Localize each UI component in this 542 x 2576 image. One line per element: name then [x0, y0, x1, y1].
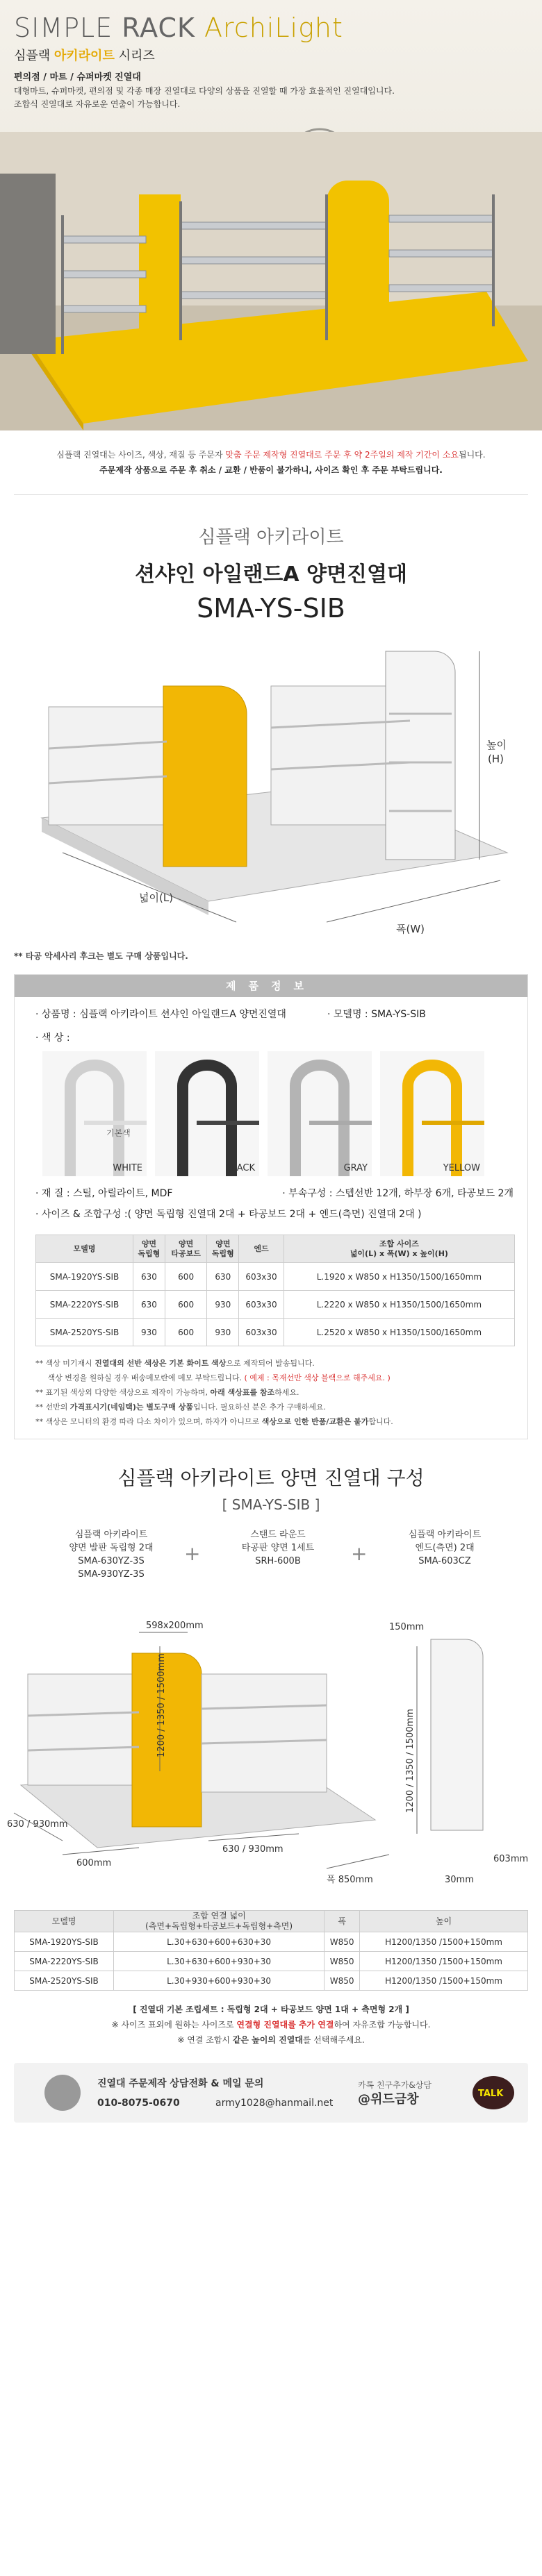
- hero-title: SIMPLE RACK ArchiLight: [14, 12, 343, 43]
- spec-size-combo: ( 양면 독립형 진열대 2대 + 타공보드 2대 + 엔드(측면) 진열대 2대 ): [127, 1209, 422, 1220]
- dim-width-label: 폭(W): [396, 923, 425, 935]
- spec-parts: 스텝선반 12개, 하부장 6개, 타공보드 2개: [335, 1188, 514, 1199]
- product-name: 션샤인 아일랜드A 양면진열대: [135, 562, 407, 587]
- table-row: SMA-2220YS-SIB 630 600 930 603x30 L.2220 x W850 x H1350/1500/1650mm: [36, 1291, 515, 1319]
- spec-color-label: · 색 상 :: [35, 1032, 70, 1044]
- table-row: SMA-2520YS-SIB L.30+930+600+930+30 W850 H1200/1350 /1500+150mm: [15, 1971, 528, 1991]
- table-row: SMA-1920YS-SIB 630 600 630 603x30 L.1920 x W850 x H1350/1500/1650mm: [36, 1263, 515, 1291]
- spec-product-name: 심플랙 아키라이트 션샤인 아일랜드A 양면진열대: [79, 1009, 286, 1020]
- color-notes: ** 색상 미기재시 진열대의 선반 색상은 기본 화이트 색상으로 제작되어 발송됩니다. 색상 변경을 원하실 경우 배송메모란에 메모 부탁드립니다. ( 예제 : 목재선반 색상 블랙으로 해주세요. ) ** 표기된 색상외 다양한 색상으로 제작이 가능하며, 아래 색상표를 참조하세요. ** 선반의 가격표시기(네임택)는 별도구매 상품입니다. 필요하신 분은 추가 구매하세요. ** 색상은 모니터의 환경 따라 다소 차이가 있으며, 하자가 아니므로 색상으로 인한 반품/교환은 불가합니다.: [35, 1359, 393, 1426]
- order-notice: 심플랙 진열대는 사이즈, 색상, 재질 등 주문자 맞춤 주문 제작형 진열대로 주문 후 약 2주일의 제작 기간이 소요됩니다. 주문제작 상품으로 주문 후 취소 / 교환 / 반품이 불가하니, 사이즈 확인 후 주문 부탁드립니다.: [56, 450, 486, 475]
- contact-title: 진열대 주문제작 상담전화 & 메일 문의: [97, 2078, 264, 2089]
- part-standalone: 심플랙 아키라이트 양면 발판 독립형 2대 SMA-630YZ-3S SMA-930YZ-3S: [69, 1530, 154, 1580]
- dim-150: 150mm: [389, 1622, 425, 1632]
- hero-subtitle: 심플랙 아키라이트 시리즈: [14, 49, 155, 63]
- config-image: [0, 1605, 542, 1896]
- config-dimension-diagram: [0, 1605, 542, 1896]
- svg-text:TALK: TALK: [478, 2089, 504, 2099]
- spec-box: 제품정보 · 상품명 : 심플랙 아키라이트 션샤인 아일랜드A 양면진열대 · 모델명 : SMA-YS-SIB · 색 상 : 기본색 WHITE BLACK GRAY YELLOW · 재 질 : 스틸, 아릴라이트, MDF · 부속구성 : 스텝선반 12개, 하부장 6개, 타공보드 2개 · 사이즈 & 조합구성 : ( 양면 독립형 진열대 2대 + 타공보드 2대 + 엔드(측면) 진열대 2대 ) 모델명 양면 독립형 양면 타공보드 양면 독립형 엔드 조합 사이즈 넓이(L) x 폭(W) x 높이(H) SMA-1920YS-SIB 630 600 630 603x30 L.1920 x W850 x H1350/1500/1650mm SMA-2220YS-SIB 630 600 930 603x30 L.2220 x W850 x H1350/1500/1650mm SMA-2520YS-SIB 930 600 930 603x30 L.2520 x W850 x H1350/1500/1650mm ** 색상 미기재시 진열대의 선반 색상은 기본 화이트 색상으로 제작되어 발송됩니다. 색상 변경을 원하실 경우 배송메모란에 메모 부탁드립니다. ( 예제 : 목재선반 색상 블랙으로 해주세요. ) ** 표기된 색상외 다양한 색상으로 제작이 가능하며, 아래 색상표를 참조하세요. ** 선반의 가격표시기(네임택)는 별도구매 상품입니다. 필요하신 분은 추가 구매하세요. ** 색상은 모니터의 환경 따라 다소 차이가 있으며, 하자가 아니므로 색상으로 인한 반품/교환은 불가합니다.: [14, 974, 528, 1439]
- hero-description: 대형마트, 슈퍼마켓, 편의점 및 각종 매장 진열대로 다양의 상품을 진열할 때 가장 효율적인 진열대입니다. 조합식 진열대로 자유로운 연출이 가능합니다.: [14, 86, 395, 109]
- product-dimension-diagram: [0, 624, 542, 950]
- dim-end-height: 1200 / 1350 / 1500mm: [405, 1709, 416, 1813]
- size-table: 모델명 양면 독립형 양면 타공보드 양면 독립형 엔드 조합 사이즈 넓이(L) x 폭(W) x 높이(H) SMA-1920YS-SIB 630 600 630 603x30 L.1920 x W850 x H1350/1500/1650mm SMA-2220YS-SIB 630 600 930 603x30 L.2220 x W850 x H1350/1500/1650mm SMA-2520YS-SIB 930 600 930 603x30 L.2520 x W850 x H1350/1500/1650mm: [35, 1235, 515, 1346]
- color-swatch-black[interactable]: BLACK: [155, 1051, 259, 1176]
- table-row: SMA-2220YS-SIB L.30+630+600+930+30 W850 H1200/1350 /1500+150mm: [15, 1952, 528, 1971]
- color-swatches: [28, 1051, 527, 1176]
- dim-30: 30mm: [445, 1875, 474, 1885]
- dim-603: 603mm: [493, 1854, 529, 1864]
- color-swatch-yellow[interactable]: YELLOW: [380, 1051, 484, 1176]
- hook-footnote: ** 타공 악세사리 후크는 별도 구매 상품입니다.: [14, 951, 188, 961]
- config-title: 심플랙 아키라이트 양면 진열대 구성: [117, 1466, 425, 1489]
- dim-top: 598x200mm: [146, 1621, 204, 1631]
- contact-email: army1028@hanmail.net: [215, 2098, 334, 2109]
- product-brand: 심플랙 아키라이트: [198, 527, 344, 548]
- color-default-note: 기본색: [106, 1128, 131, 1138]
- contact-banner: [14, 2063, 528, 2123]
- hero-category: 편의점 / 마트 / 슈퍼마켓 진열대: [14, 72, 141, 83]
- dim-length-label: 넓이(L): [139, 892, 174, 904]
- config-heading: [0, 1439, 542, 1513]
- config-parts: [0, 1528, 542, 1605]
- plus-icon: +: [351, 1542, 368, 1565]
- product-code: SMA-YS-SIB: [197, 593, 345, 624]
- spec-material: 스틸, 아릴라이트, MDF: [73, 1188, 173, 1199]
- table-row: SMA-1920YS-SIB L.30+630+600+630+30 W850 H1200/1350 /1500+150mm: [15, 1932, 528, 1952]
- kakao-line1: 카톡 친구추가&상담: [358, 2080, 432, 2090]
- combo-notes: [ 진열대 기본 조립세트 : 독립형 2대 + 타공보드 양면 1대 + 측면형 2개 ] ※ 사이즈 표외에 원하는 사이즈로 연결형 진열대를 추가 연결하여 자유조합 가능합니다. ※ 연결 조합시 같은 높이의 진열대를 선택해주세요.: [111, 2005, 431, 2045]
- dim-pegboard-height: 1200 / 1350 / 1500mm: [156, 1653, 167, 1757]
- part-end: 심플랙 아키라이트 엔드(측면) 2대 SMA-603CZ: [408, 1530, 482, 1566]
- headset-icon: [44, 2075, 81, 2111]
- combo-table: 모델명 조합 연결 넓이 (측면+독립형+타공보드+독립형+측면) 폭 높이 SMA-1920YS-SIB L.30+630+600+630+30 W850 H1200/1350 /1500+150mm SMA-2220YS-SIB L.30+630+600+930+30 W850 H1200/1350 /1500+150mm SMA-2520YS-SIB L.30+930+600+930+30 W850 H1200/1350 /1500+150mm: [14, 1910, 528, 1991]
- dim-850: 폭 850mm: [327, 1875, 373, 1885]
- hero-banner: [0, 0, 542, 430]
- product-image: [0, 624, 542, 950]
- dim-600: 600mm: [76, 1858, 112, 1868]
- kakao-id: @위드금창: [358, 2092, 419, 2107]
- color-swatch-gray[interactable]: GRAY: [268, 1051, 372, 1176]
- dim-depth-left: 630 / 930mm: [7, 1819, 68, 1830]
- dim-depth-right: 630 / 930mm: [222, 1844, 284, 1855]
- dim-height-unit: (H): [488, 753, 504, 765]
- dim-height-label: 높이: [486, 739, 507, 751]
- contact-phone: 010-8075-0670: [97, 2098, 180, 2109]
- spec-model: SMA-YS-SIB: [371, 1009, 426, 1020]
- store-scene-image: [0, 132, 542, 430]
- color-swatch-white[interactable]: 기본색 WHITE: [42, 1051, 147, 1176]
- plus-icon: +: [184, 1542, 201, 1565]
- spec-title: 제품정보: [15, 975, 527, 997]
- product-heading: [0, 495, 542, 624]
- part-pegboard: 스탠드 라운드 타공판 양면 1세트 SRH-600B: [241, 1530, 315, 1566]
- table-row: SMA-2520YS-SIB 930 600 930 603x30 L.2520 x W850 x H1350/1500/1650mm: [36, 1319, 515, 1346]
- config-code: [ SMA-YS-SIB ]: [222, 1496, 320, 1513]
